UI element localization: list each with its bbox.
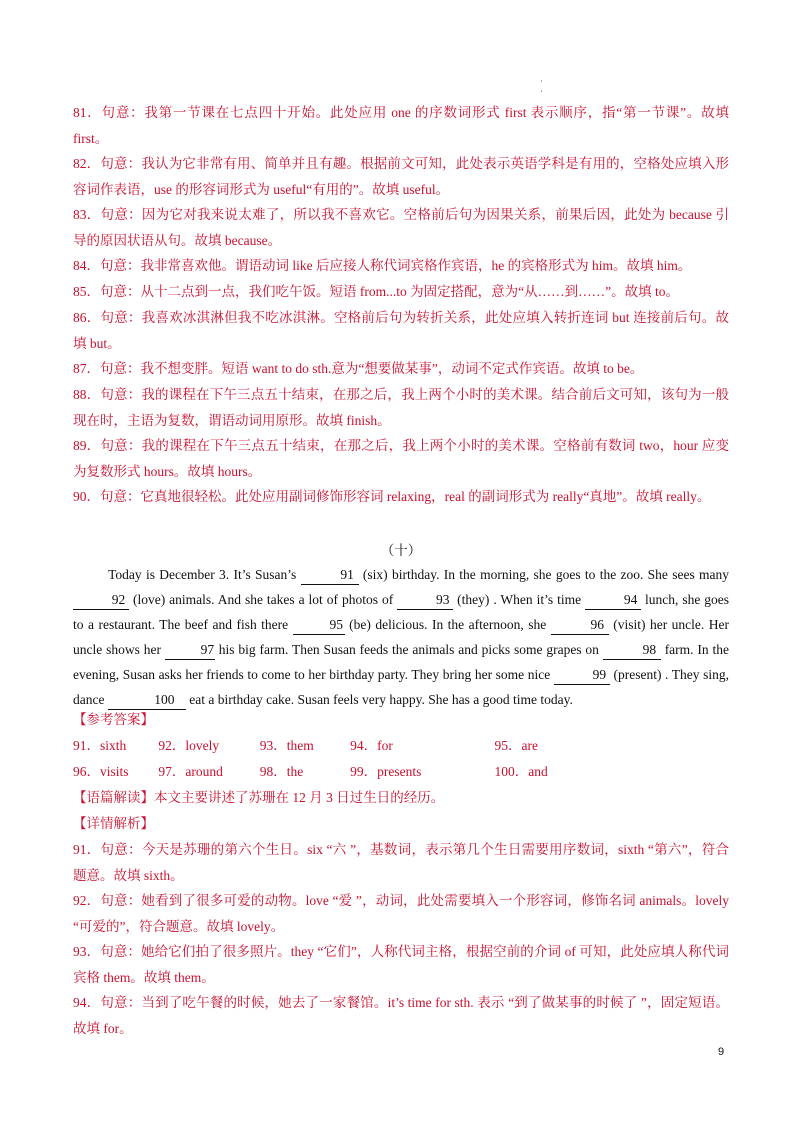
passage-text: (love) animals. And she takes a lot of photos of [132, 592, 394, 607]
passage-text: (they) . When it’s time [457, 592, 582, 607]
passage-text: (six) birthday. In the morning, she goes to the zoo. She sees many [362, 567, 730, 582]
explanation-87: 87．句意：我不想变胖。短语 want to do sth.意为“想要做某事”，动词不定式作宾语。故填 to be。 [73, 361, 644, 376]
answer-92: 92．lovely [158, 738, 220, 753]
answer-93: 93．them [259, 738, 314, 753]
explanation-83: 83．句意：因为它对我来说太难了，所以我不喜欢它。空格前后句为因果关系，前果后因，此处为 because 引导的原因状语从句。故填 because。 [73, 207, 729, 248]
header-dots: · · [540, 76, 543, 96]
blank-93: 93 [397, 591, 453, 610]
blank-91: 91 [301, 566, 359, 585]
explanation-86: 86．句意：我喜欢冰淇淋但我不吃冰淇淋。空格前后句为转折关系，此处应填入转折连词 but 连接前后句。故填 but。 [73, 310, 729, 351]
explanation-94: 94．句意：当到了吃午餐的时候，她去了一家餐馆。it’s time for sth. 表示 “到了做某事的时候了 ”，固定短语。故填 for。 [73, 995, 729, 1036]
answer-99: 99．presents [350, 764, 422, 779]
blank-100: 100 [108, 691, 186, 710]
answer-95: 95．are [494, 738, 538, 753]
passage-text: his big farm. Then Susan feeds the animals and picks some grapes on [218, 642, 599, 657]
cloze-passage [73, 562, 729, 712]
blank-96: 96 [551, 616, 609, 635]
answer-97: 97．around [158, 764, 223, 779]
passage-text: (be) delicious. In the afternoon, she [349, 617, 547, 632]
blank-94: 94 [585, 591, 641, 610]
passage-text: farm. In the evening, Susan asks her friends to come to her birthday party. They bring her some nice [73, 642, 730, 682]
explanation-89: 89．句意：我的课程在下午三点五十结束，在那之后，我上两个小时的美术课。空格前有数词 two，hour 应变为复数形式 hours。故填 hours。 [73, 438, 729, 479]
explanation-82: 82．句意：我认为它非常有用、简单并且有趣。根据前文可知，此处表示英语学科是有用的，空格处应填入形容词作表语，use 的形容词形式为 useful“有用的”。故填 useful。 [73, 156, 729, 197]
page-number: 9 [718, 1046, 725, 1058]
explanation-88: 88．句意：我的课程在下午三点五十结束，在那之后，我上两个小时的美术课。结合前后文可知，该句为一般现在时，主语为复数，谓语动词用原形。故填 finish。 [73, 387, 729, 428]
blank-97: 97 [165, 641, 215, 660]
blank-92: 92 [73, 591, 129, 610]
passage-text: lunch, she goes to a restaurant. The beef and fish there [73, 592, 730, 632]
blank-99: 99 [554, 666, 610, 685]
explanation-85: 85．句意：从十二点到一点，我们吃午饭。短语 from...to 为固定搭配，意为“从……到……”。故填 to。 [73, 284, 679, 299]
explanation-92: 92．句意：她看到了很多可爱的动物。love “爱 ”，动词，此处需要填入一个形容词，修饰名词 animals。lovely “可爱的”，符合题意。故填 lovely。 [73, 893, 729, 934]
explanation-93: 93．句意：她给它们拍了很多照片。they “它们”，人称代词主格，根据空前的介词 of 可知，此处应填人称代词宾格 them。故填 them。 [73, 944, 729, 985]
section-title: （十） [380, 543, 422, 558]
answer-94: 94．for [350, 738, 393, 753]
blank-98: 98 [603, 641, 661, 660]
answer-91: 91．sixth [73, 738, 127, 753]
passage-text: Today is December 3. It’s Susan’s [108, 567, 297, 582]
reference-answer-heading: 【参考答案】 [73, 712, 154, 727]
answers-row-2 [73, 759, 585, 784]
passage-summary: 【语篇解读】本文主要讲述了苏珊在 12 月 3 日过生日的经历。 [73, 790, 445, 805]
passage-text: (visit) her uncle. Her uncle shows her [73, 617, 729, 657]
passage-text: (present) . They sing, dance [73, 667, 730, 707]
explanation-84: 84．句意：我非常喜欢他。谓语动词 like 后应接人称代词宾格作宾语，he 的宾格形式为 him。故填 him。 [73, 258, 692, 273]
answer-98: 98．the [259, 764, 304, 779]
detail-heading: 【详情解析】 [73, 816, 154, 831]
explanation-91: 91．句意：今天是苏珊的第六个生日。six “六 ”，基数词，表示第几个生日需要用序数词，sixth “第六”，符合题意。故填 sixth。 [73, 842, 729, 883]
passage-text: eat a birthday cake. Susan feels very happy. She has a good time today. [189, 692, 573, 707]
answer-100: 100．and [494, 764, 548, 779]
explanation-81: 81．句意：我第一节课在七点四十开始。此处应用 one 的序数词形式 first 表示顺序，指“第一节课”。故填 first。 [73, 105, 729, 146]
explanation-90: 90．句意：它真地很轻松。此处应用副词修饰形容词 relaxing，real 的副词形式为 really“真地”。故填 really。 [73, 489, 711, 504]
answers-row-1 [73, 733, 585, 758]
blank-95: 95 [293, 616, 345, 635]
answer-96: 96．visits [73, 764, 129, 779]
